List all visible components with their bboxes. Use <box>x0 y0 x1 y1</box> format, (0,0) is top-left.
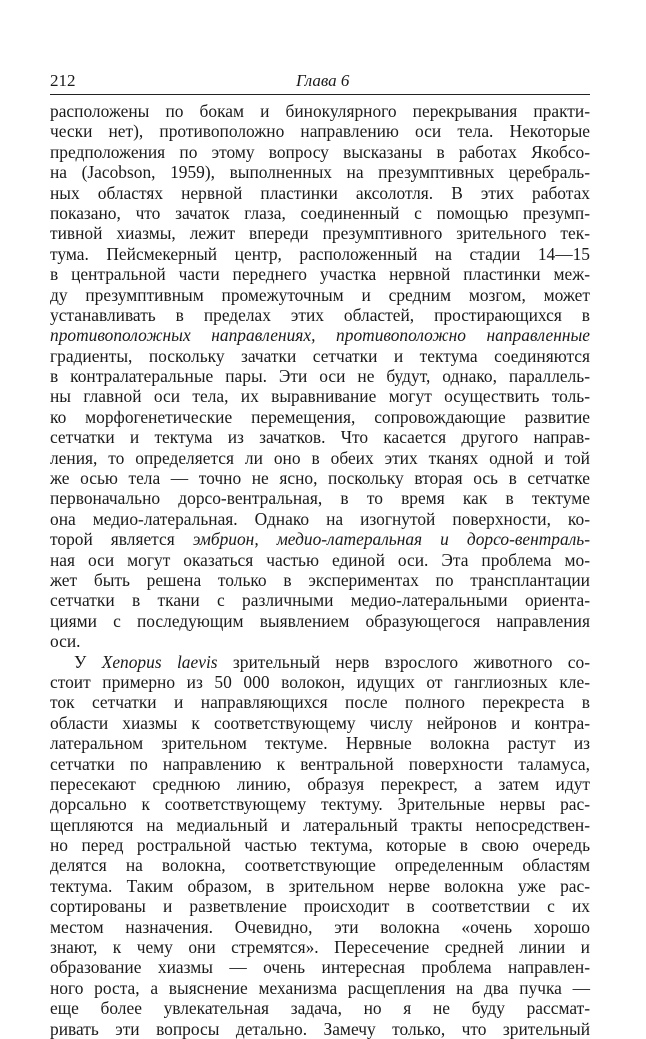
text-line: латеральном зрительном тектуме. Нервные волокна растут из <box>50 733 590 754</box>
text-line: ток сетчатки и направляющихся после полного перекреста в <box>50 692 590 713</box>
text-line: дорсально к соответствующему тектуму. Зрительные нервы рас- <box>50 794 590 815</box>
text-line: оси. <box>50 631 81 652</box>
text-line: же осью тела — точно не ясно, поскольку вторая ось в сетчатке <box>50 468 590 489</box>
text-line: щепляются на медиальный и латеральный тракты непосредствен- <box>50 814 590 835</box>
text-line: чески нет), противоположно направлению оси тела. Некоторые <box>50 121 590 142</box>
text-line: в центральной части переднего участка нервной пластинки меж- <box>50 264 590 285</box>
text-line: но перед ростральной частью тектума, которые в свою очередь <box>50 835 590 856</box>
text-line: ривать эти вопросы детально. Замечу только, что зрительный <box>50 1018 590 1039</box>
header-rule <box>50 94 590 95</box>
text-line: еще более увлекательная задача, но я не буду рассмат- <box>50 998 590 1019</box>
page-number: 212 <box>50 71 76 90</box>
text-line: ления, то определяется ли оно в обеих этих тканях одной и той <box>50 447 590 468</box>
running-header <box>50 64 590 94</box>
text-line: показано, что зачаток глаза, соединенный с помощью презумп- <box>50 202 590 223</box>
text-line: в контралатеральные пары. Эти оси не будут, однако, параллель- <box>50 366 590 387</box>
text-line: сетчатки в ткани с различными медио-латеральными ориента- <box>50 590 590 611</box>
text-line: пересекают среднюю линию, образуя перекрест, а затем идут <box>50 773 590 794</box>
text-line: на (Jacobson, 1959), выполненных на презумптивных церебраль- <box>50 162 590 183</box>
text-run: торой является <box>50 529 193 550</box>
text-line: ко морфогенетические перемещения, сопровождающие развитие <box>50 406 590 427</box>
text-line: области хиазмы к соответствующему числу нейронов и контра- <box>50 712 590 733</box>
chapter-title: Глава 6 <box>296 71 350 90</box>
text-line: образование хиазмы — очень интересная проблема направлен- <box>50 957 590 978</box>
text-line: местом назначения. Очевидно, эти волокна «очень хорошо <box>50 916 590 937</box>
text-line: сетчатки по направлению к вентральной поверхности таламуса, <box>50 753 590 774</box>
text-run: У <box>74 651 102 672</box>
text-line: сортированы и разветвление происходит в соответствии с их <box>50 896 590 917</box>
text-line: ных областях нервной пластинки аксолотля. В этих работах <box>50 182 590 203</box>
text-line <box>50 529 590 549</box>
text-line: она медио-латеральная. Однако на изогнутой поверхности, ко- <box>50 508 590 529</box>
text-line: первоначально дорсо-вентральная, в то время как в тектуме <box>50 488 590 509</box>
text-line: расположены по бокам и бинокулярного перекрывания практи- <box>50 101 590 121</box>
text-line: тума. Пейсмекерный центр, расположенный на стадии 14—15 <box>50 243 590 264</box>
species-name: Xenopus laevis <box>101 651 218 672</box>
text-line: стоит примерно из 50 000 волокон, идущих от ганглиозных кле- <box>50 671 590 692</box>
text-line: знают, к чему они стремятся». Пересечение средней линии и <box>50 937 590 958</box>
text-line: ного роста, а выяснение механизма расщепления на два пучка — <box>50 977 590 998</box>
text-line: ны главной оси тела, их выравнивание могут осуществить толь- <box>50 386 590 407</box>
text-line: сетчатки и тектума из зачатков. Что касается другого направ- <box>50 427 590 448</box>
text-line: градиенты, поскольку зачатки сетчатки и тектума соединяются <box>50 345 590 366</box>
italic-run: эмбрион, медио-латеральная и дорсо-вентраль- <box>192 529 590 550</box>
text-line: противоположных направлениях, противоположно направленные <box>50 325 590 346</box>
text-line: делятся на волокна, соответствующие определенным областям <box>50 855 590 876</box>
text-line: ду презумптивным промежуточным и средним мозгом, может <box>50 284 590 305</box>
book-page <box>50 64 590 1039</box>
text-line: циями с последующим выявлением образующегося направления <box>50 610 590 631</box>
text-line: предположения по этому вопросу высказаны в работах Якобсо- <box>50 141 590 162</box>
paragraph-1 <box>50 101 590 652</box>
paragraph-2 <box>50 652 590 1039</box>
text-run: зрительный нерв взрослого животного со- <box>217 651 590 672</box>
text-line <box>50 652 590 672</box>
text-line: жет быть решена только в экспериментах по трансплантации <box>50 569 590 590</box>
text-line: устанавливать в пределах этих областей, простирающихся в <box>50 304 590 325</box>
text-line: ная оси могут оказаться частью единой оси. Эта проблема мо- <box>50 549 590 570</box>
text-line: тивной хиазмы, лежит впереди презумптивного зрительного тек- <box>50 223 590 244</box>
text-line: тектума. Таким образом, в зрительном нерве волокна уже рас- <box>50 875 590 896</box>
